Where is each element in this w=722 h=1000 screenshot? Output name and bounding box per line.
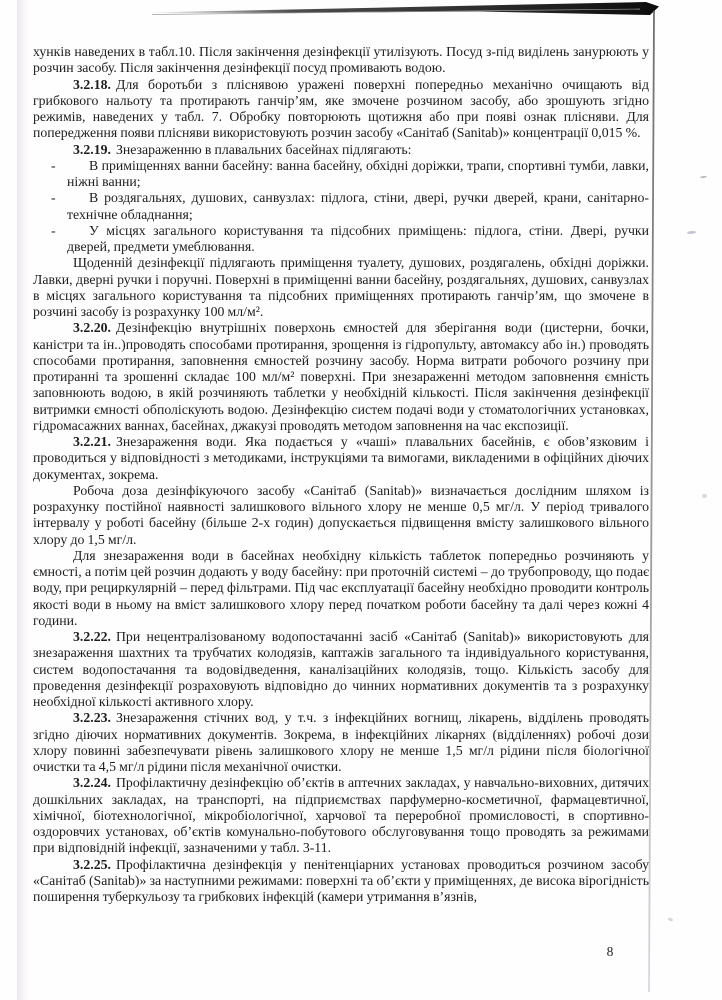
paragraph-3-2-23 [33, 710, 649, 775]
paragraph-text: Знезараження води. Яка подається у «чаші» плавальних басейнів, є обов’язковим і проводиться у відповідності з методиками, інструкціями та вимогами, викладеними в офіційних діючих документах, зокрема. [33, 434, 649, 482]
paragraph-text: Профілактична дезінфекція у пенітенціарних установах проводиться розчином засобу «Санітаб (Sanitab)» за наступними режимами: поверхні та об’єкти у приміщеннях, де висока вірогідність поширення туберкульозу та грибкових інфекцій (камери утримання в’язнів, [33, 856, 649, 904]
paragraph-3-2-18 [33, 77, 649, 142]
paragraph-working-dose: Робоча доза дезінфікуючого засобу «Санітаб (Sanitab)» визначається дослідним шляхом із розрахунку постійної наявності залишкового вільного хлору не менше 0,5 мг/л. У період тривалого інтервалу у роботі басейну (більше 2-х годин) допускається підвищення вмісту залишкового вільного хлору до 1,5 мг/л. [33, 482, 649, 547]
section-number: 3.2.18. [73, 76, 111, 92]
dash-marker: - [51, 222, 56, 238]
paragraph-water-disinfection: Для знезараження води в басейнах необхідну кількість таблеток попередньо розчиняють у ємності, а потім цей розчин додають у воду басейну: при проточній системі – до трубопроводу, що подає воду, при рециркулярній – перед фільтрами. Під час експлуатації басейну необхідно проводити контроль якості води в ньому на вміст залишкового хлору перед початком роботи басейну та далі через кожні 4 години. [33, 547, 649, 628]
scan-top-edge [150, 2, 659, 15]
scan-speck [668, 917, 674, 922]
paragraph-text: Для боротьби з пліснявою уражені поверхні попередньо механічно очищають від грибкового нальоту та протирають ганчір’ям, яке змочене розчином засобу, або зрошують згідно режимів, наведених у табл. 7. Обробку повторюють щотижня або при появі ознак плісняви. Для попередження появи плісняви використовують розчин засобу «Санітаб (Sanitab)» концентрації 0,015 %. [33, 76, 649, 141]
dash-marker: - [51, 190, 56, 206]
binding-shadow [17, 0, 28, 1000]
paragraph-3-2-24 [33, 775, 649, 856]
section-number: 3.2.19. [73, 141, 111, 157]
page-number: 8 [606, 944, 614, 959]
paragraph-text: При нецентралізованому водопостачанні засіб «Санітаб (Sanitab)» використовують для знезараження шахтних та трубчатих колодязів, каптажів загального та індивідуального користування, систем водопостачання та водовідведення, каналізаційних колодязів, тощо. Кількість засобу для проведення дезінфекції розраховують відповідно до чинних нормативних документів та з розрахунку необхідної кількості активного хлору. [33, 629, 649, 709]
list-item-text: В роздягальнях, душових, санвузлах: підлога, стіни, двері, ручки дверей, крани, санітарно-технічне обладнання; [67, 190, 649, 222]
scan-right-edge [649, 11, 654, 992]
binding-strip [0, 0, 17, 1000]
scan-speck [702, 494, 707, 498]
paragraph-3-2-20 [33, 320, 649, 434]
section-number: 3.2.24. [73, 775, 111, 791]
paragraph-3-2-19 [33, 142, 649, 158]
paragraph-text: Знезараженню в плавальних басейнах підлягають: [115, 141, 412, 157]
section-number: 3.2.21. [73, 434, 111, 449]
paragraph-daily-disinfection: Щоденній дезінфекції підлягають приміщення туалету, душових, роздягалень, обхідні доріжки. Лавки, дверні ручки і поручні. Поверхні в приміщенні ванни басейну, роздягальнях, душових, санвузлах в місцях загального користування та підсобних приміщеннях протирають ганчір’ям, що змочене в розчині засобу із розрахунку 100 мл/м². [33, 255, 649, 319]
list-item-common-areas [51, 222, 649, 256]
list-item-text: В приміщеннях ванни басейну: ванна басейну, обхідні доріжки, трапи, спортивні тумби, лавки, ніжні ванни; [67, 157, 649, 189]
paragraph-text: Дезінфекцію внутрішніх поверхонь ємностей для зберігання води (цистерни, бочки, каністри та ін..)проводять способами протирання, зрощення із гідропульту, автомаксу або ін.) проводять способами протирання, заповнення ємностей розчину засобу. Норма витрати робочого розчину при протиранні та зрошенні складає 100 мл/м² поверхні. При знезараженні методом заповнення ємність заповнюють водою, в якій розчиняють таблетки у необхідній кількості. Після закінчення дезінфекції витримки ємності обполіскують водою. Дезінфекцію систем подачі води у стоматологічних установках, гідромасажних ваннах, басейнах, джакузі проводять методом заповнення на час експозиції. [33, 320, 649, 433]
list-item-text: У місцях загального користування та підсобних приміщень: підлога, стіни. Двері, ручки дверей, предмети умеблювання. [67, 222, 649, 254]
section-number: 3.2.22. [73, 629, 111, 644]
paragraph-3-2-21 [33, 434, 649, 483]
scan-speck [700, 176, 707, 179]
scan-top-underline [152, 9, 640, 15]
section-number: 3.2.25. [73, 856, 111, 872]
paragraph-3-2-22 [33, 629, 649, 710]
dash-marker: - [51, 157, 56, 173]
list-item-changing-rooms [51, 190, 649, 223]
section-number: 3.2.23. [73, 710, 111, 726]
paragraph-text: Профілактичну дезінфекцію об’єктів в аптечних закладах, у навчально-виховних, дитячих дошкільних закладах, на транспорті, на підприємствах парфумерно-косметичної, фармацевтичної, хімічної, біотехнологічної, мікробіологічної, харчової та переробної промисловості, в спортивно-оздоровчих установах, об’єктів комунально-побутового обслуговування тощо проводять за режимами при відповідній інфекції, зазначеними у табл. 3-11. [33, 775, 649, 856]
scan-speck [687, 231, 696, 235]
paragraph-3-2-25 [33, 857, 649, 906]
document-text-block [33, 44, 649, 905]
paragraph-text: Знезараження стічних вод, у т.ч. з інфекційних вогнищ, лікарень, відділень проводять згідно діючих нормативних документів. Зокрема, в інфекційних лікарнях (відділеннях) робочі дози хлору повинні забезпечувати рівень залишкового хлору не менше 1,5 мг/л рідини після біологічної очистки та 4,5 мг/л рідини після механічної очистки. [33, 710, 649, 774]
paragraph-continuation: хунків наведених в табл.10. Після закінчення дезінфекції утилізують. Посуд з-під виділень занурюють у розчин засобу. Після закінчення дезінфекції посуд промивають водою. [33, 44, 649, 76]
list-item-pool-rooms [51, 157, 649, 191]
section-number: 3.2.20. [73, 320, 111, 336]
